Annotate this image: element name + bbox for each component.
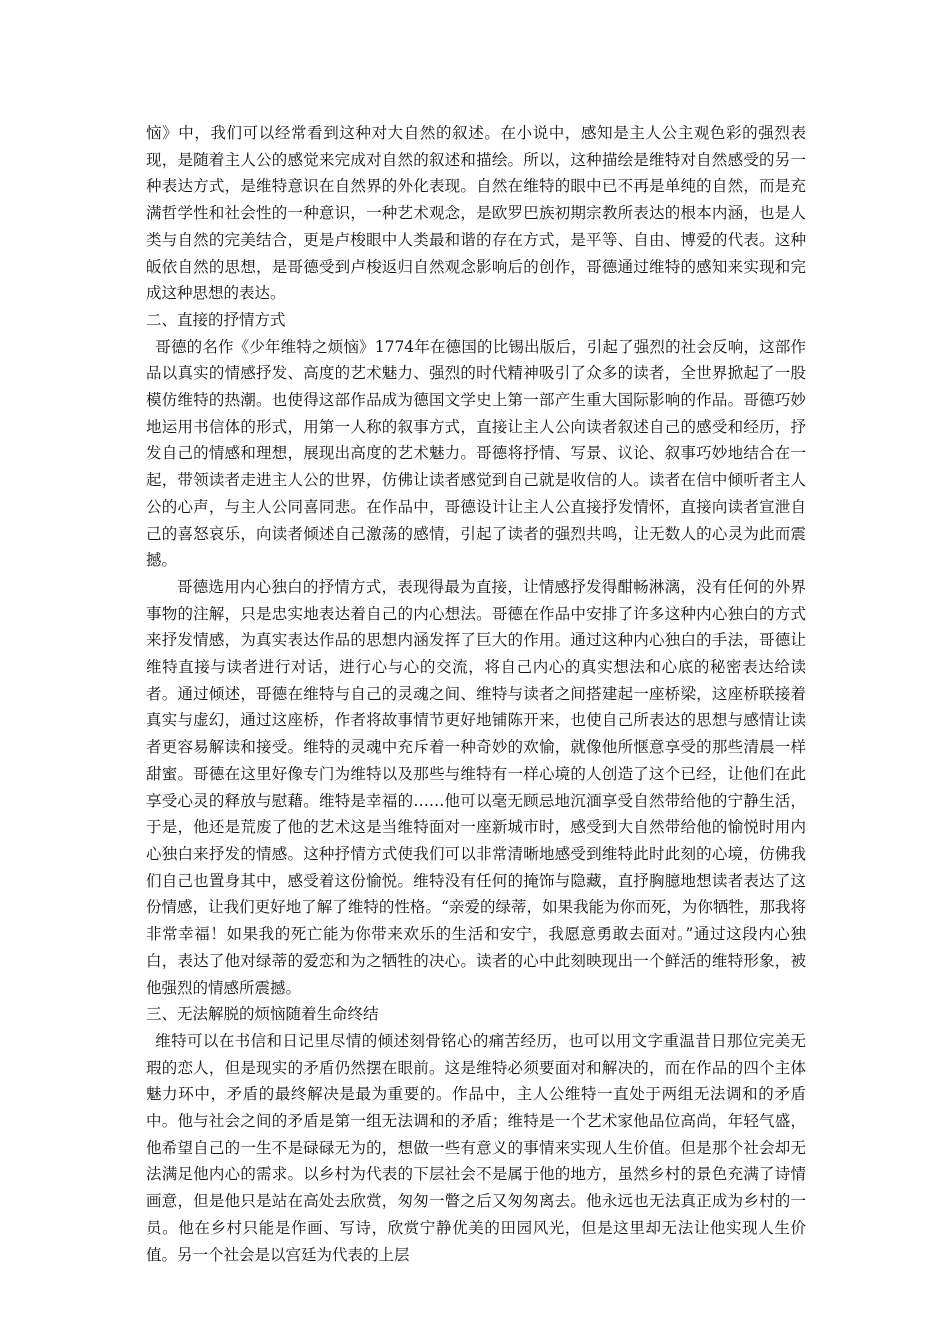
section-heading-direct-lyricism: 二、直接的抒情方式 <box>146 310 286 329</box>
paragraph-werther-publication: 哥德的名作《少年维特之烦恼》1774年在德国的比锡出版后，引起了强烈的社会反响，这部作品以真实的情感抒发、高度的艺术魅力、强烈的时代精神吸引了众多的读者，全世界掀起了一股模仿维特的热潮。也使得这部作品成为德国文学史上第一部产生重大国际影响的作品。哥德巧妙地运用书信体的形式，用第一人称的叙事方式，直接让主人公向读者叙述自己的感受和经历，抒发自己的情感和理想，展现出高度的艺术魅力。哥德将抒情、写景、议论、叙事巧妙地结合在一起，带领读者走进主人公的世界，仿佛让读者感觉到自己就是收信的人。读者在信中倾听者主人公的心声，与主人公同喜同悲。在作品中，哥德设计让主人公直接抒发情怀，直接向读者宣泄自己的喜怒哀乐，向读者倾述自己激荡的感情，引起了读者的强烈共鸣，让无数人的心灵为此而震撼。 <box>146 337 806 570</box>
document-page <box>146 120 806 1268</box>
paragraph-inner-monologue: 哥德选用内心独白的抒情方式，表现得最为直接，让情感抒发得酣畅淋漓，没有任何的外界事物的注解，只是忠实地表达着自己的内心想法。哥德在作品中安排了许多这种内心独白的方式来抒发情感，为真实表达作品的思想内涵发挥了巨大的作用。通过这种内心独白的手法，哥德让维特直接与读者进行对话，进行心与心的交流，将自己内心的真实想法和心底的秘密表达给读者。通过倾述，哥德在维特与自己的灵魂之间、维特与读者之间搭建起一座桥梁，这座桥联接着真实与虚幻，通过这座桥，作者将故事情节更好地铺陈开来，也使自己所表达的思想与感情让读者更容易解读和接受。维特的灵魂中充斥着一种奇妙的欢愉，就像他所惬意享受的那些清晨一样甜蜜。哥德在这里好像专门为维特以及那些与维特有一样心境的人创造了这个已经，让他们在此享受心灵的释放与慰藉。维特是幸福的……他可以毫无顾忌地沉湎享受自然带给他的宁静生活，于是，他还是荒废了他的艺术这是当维特面对一座新城市时，感受到大自然带给他的愉悦时用内心独白来抒发的情感。这种抒情方式使我们可以非常清晰地感受到维特此时此刻的心境，仿佛我们自己也置身其中，感受着这份愉悦。维特没有任何的掩饰与隐藏，直抒胸臆地想读者表达了这份情感，让我们更好地了解了维特的性格。“亲爱的绿蒂，如果我能为你而死，为你牺牲，那我将非常幸福！如果我的死亡能为你带来欢乐的生活和安宁，我愿意勇敢去面对。”通过这段内心独白，表达了他对绿蒂的爱恋和为之牺牲的决心。读者的心中此刻映现出一个鲜活的维特形象，被他强烈的情感所震撼。 <box>146 577 806 997</box>
paragraph-contradictions: 维特可以在书信和日记里尽情的倾述刻骨铭心的痛苦经历，也可以用文字重温昔日那位完美无瑕的恋人，但是现实的矛盾仍然摆在眼前。这是维特必须要面对和解决的，而在作品的四个主体魅力环中，矛盾的最终解决是最为重要的。作品中，主人公维特一直处于两组无法调和的矛盾中。他与社会之间的矛盾是第一组无法调和的矛盾；维特是一个艺术家他品位高尚，年轻气盛，他希望自己的一生不是碌碌无为的，想做一些有意义的事情来实现人生价值。但是那个社会却无法满足他内心的需求。以乡村为代表的下层社会不是属于他的地方，虽然乡村的景色充满了诗情画意，但是他只是站在高处去欣赏，匆匆一瞥之后又匆匆离去。他永远也无法真正成为乡村的一员。他在乡村只能是作画、写诗，欣赏宁静优美的田园风光，但是这里却无法让他实现人生价值。另一个社会是以宫廷为代表的上层 <box>146 1031 806 1264</box>
paragraph-nature-description: 恼》中，我们可以经常看到这种对大自然的叙述。在小说中，感知是主人公主观色彩的强烈表现，是随着主人公的感觉来完成对自然的叙述和描绘。所以，这种描绘是维特对自然感受的另一种表达方式，是维特意识在自然界的外化表现。自然在维特的眼中已不再是单纯的自然，而是充满哲学性和社会性的一种意识，一种艺术观念，是欧罗巴族初期宗教所表达的根本内涵，也是人类与自然的完美结合，更是卢梭眼中人类最和谐的存在方式，是平等、自由、博爱的代表。这种皈依自然的思想，是哥德受到卢梭返归自然观念影响后的创作，哥德通过维特的感知来实现和完成这种思想的表达。 <box>146 124 806 303</box>
section-heading-unresolvable-sorrow: 三、无法解脱的烦恼随着生命终结 <box>146 1005 379 1024</box>
